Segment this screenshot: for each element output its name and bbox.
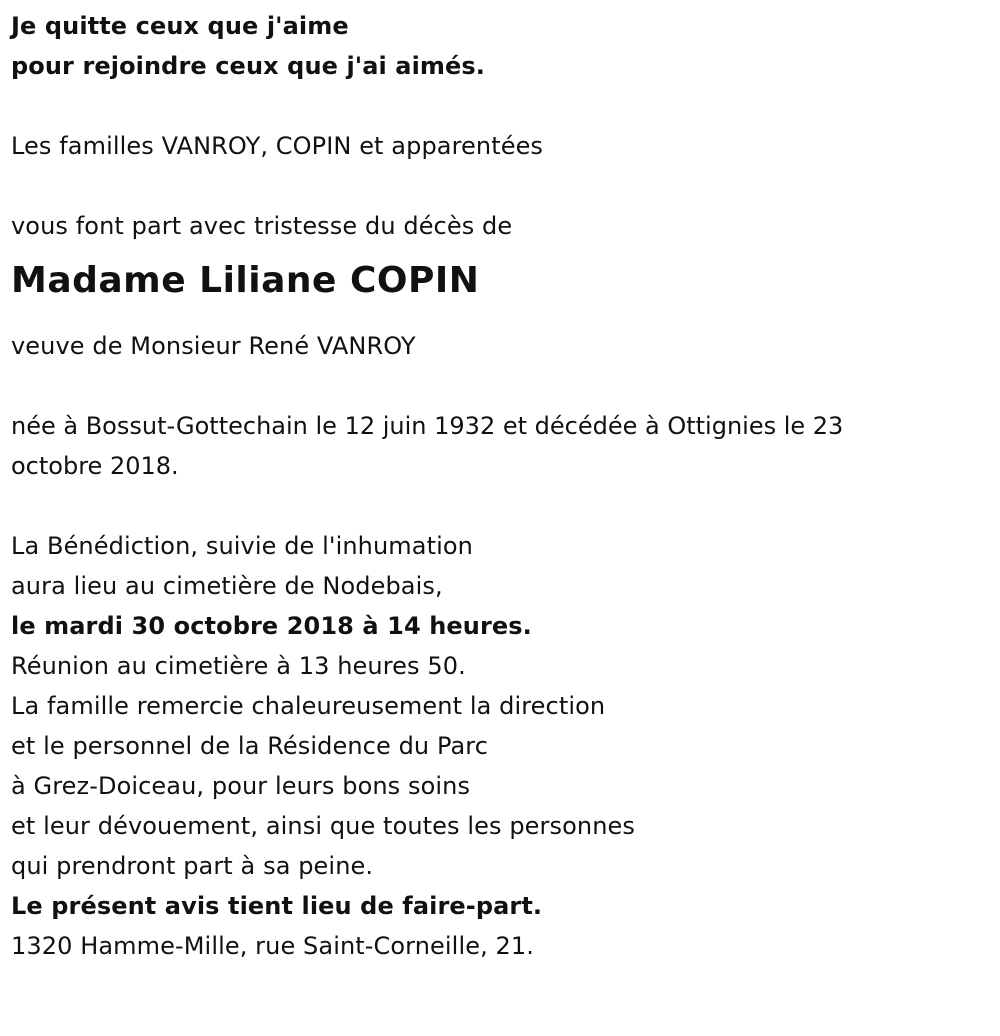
families-line: Les familles VANROY, COPIN et apparentées xyxy=(11,132,544,160)
faire-part-line: Le présent avis tient lieu de faire-part. xyxy=(11,892,543,920)
announcement-line: vous font part avec tristesse du décès de xyxy=(11,212,513,240)
spacer xyxy=(11,486,991,526)
thanks-line-2: et le personnel de la Résidence du Parc xyxy=(11,732,488,760)
widow-of-line: veuve de Monsieur René VANROY xyxy=(11,332,416,360)
birth-death-paragraph: née à Bossut-Gottechain le 12 juin 1932 et décédée à Ottignies le 23 octobre 2018. xyxy=(11,412,844,480)
epigraph-line-2: pour rejoindre ceux que j'ai aimés. xyxy=(11,52,486,80)
spacer xyxy=(11,166,991,206)
thanks-line-5: qui prendront part à sa peine. xyxy=(11,852,374,880)
spacer xyxy=(11,366,991,406)
address-line: 1320 Hamme-Mille, rue Saint-Corneille, 21. xyxy=(11,932,535,960)
deceased-name: Madame Liliane COPIN xyxy=(11,260,480,301)
obituary-notice xyxy=(11,6,991,966)
thanks-line-1: La famille remercie chaleureusement la direction xyxy=(11,692,606,720)
ceremony-date: le mardi 30 octobre 2018 à 14 heures. xyxy=(11,612,532,640)
ceremony-line-2: aura lieu au cimetière de Nodebais, xyxy=(11,572,443,600)
ceremony-line-1: La Bénédiction, suivie de l'inhumation xyxy=(11,532,473,560)
thanks-line-3: à Grez-Doiceau, pour leurs bons soins xyxy=(11,772,471,800)
thanks-line-4: et leur dévouement, ainsi que toutes les personnes xyxy=(11,812,635,840)
meeting-line: Réunion au cimetière à 13 heures 50. xyxy=(11,652,466,680)
epigraph-line-1: Je quitte ceux que j'aime xyxy=(11,12,349,40)
spacer xyxy=(11,86,991,126)
